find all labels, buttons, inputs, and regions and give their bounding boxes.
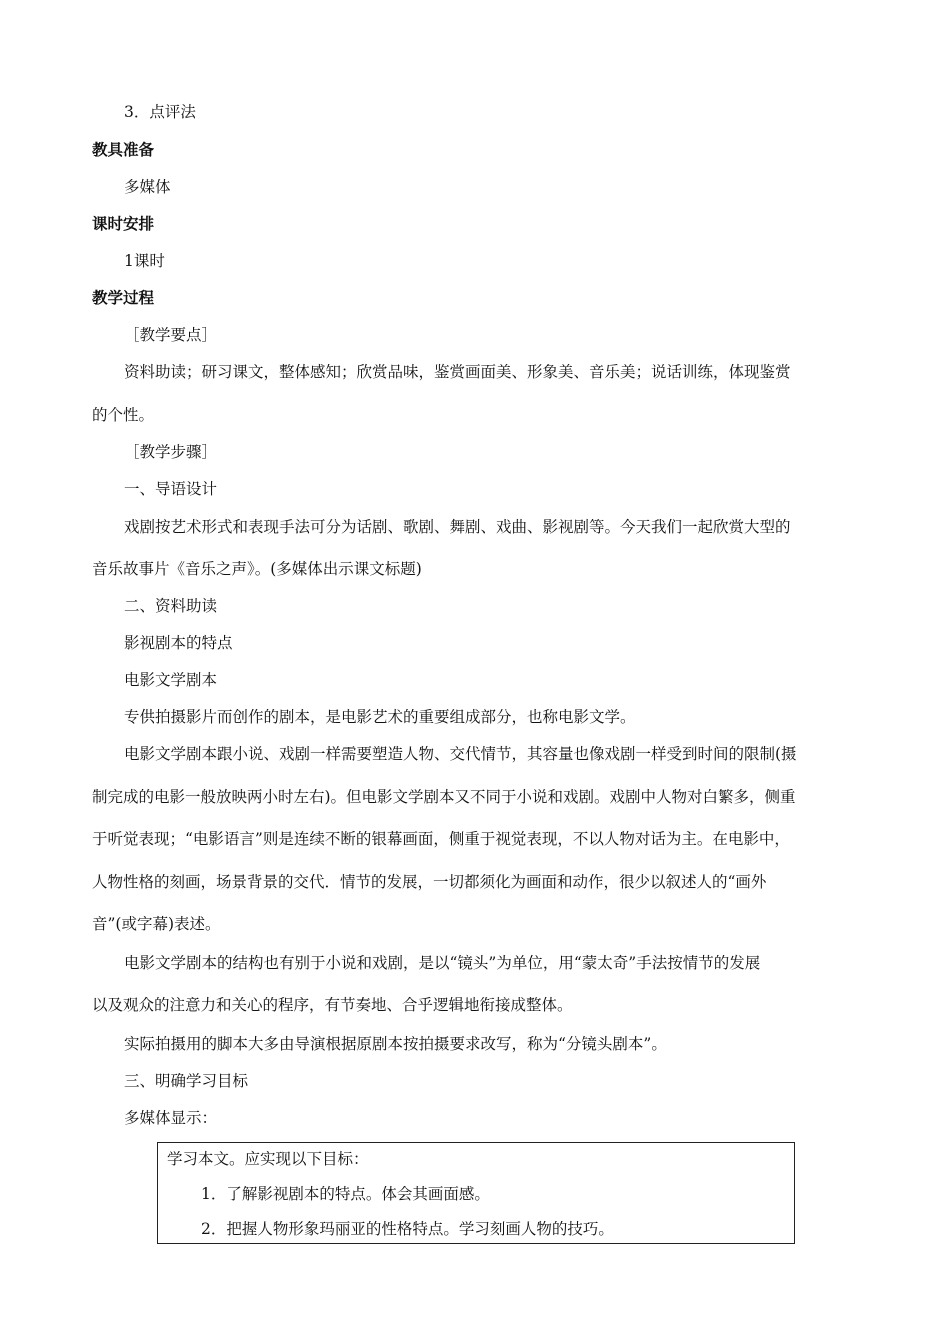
step-2-paragraph-2-line2: 制完成的电影一般放映两小时左右)。但电影文学剧本又不同于小说和戏剧。戏剧中人物对白繁多，侧重 <box>92 788 796 806</box>
step-2-paragraph-2-line3: 于听觉表现；“电影语言”则是连续不断的银幕画面，侧重于视觉表现，不以人物对话为主。在电影中， <box>92 830 790 848</box>
step-1-heading: 一、导语设计 <box>124 480 218 498</box>
step-2-subtitle-2: 电影文学剧本 <box>124 671 218 689</box>
heading-teaching-tools: 教具准备 <box>92 141 155 159</box>
key-points-paragraph-line2: 的个性。 <box>92 406 155 424</box>
steps-label: ［教学步骤］ <box>124 443 218 461</box>
learning-goals-box <box>157 1142 795 1244</box>
step-2-paragraph-4: 实际拍摄用的脚本大多由导演根据原剧本按拍摄要求改写，称为“分镜头剧本”。 <box>124 1035 667 1053</box>
key-points-paragraph-line1: 资料助读；研习课文，整体感知；欣赏品味，鉴赏画面美、形象美、音乐美；说话训练，体现鉴赏 <box>124 363 791 381</box>
step-2-paragraph-3-line1: 电影文学剧本的结构也有别于小说和戏剧，是以“镜头”为单位，用“蒙太奇”手法按情节的发展 <box>124 954 761 972</box>
teaching-tools: 多媒体 <box>124 178 171 196</box>
heading-teaching-process: 教学过程 <box>92 289 155 307</box>
step-2-heading: 二、资料助读 <box>124 597 218 615</box>
method-3: 3．点评法 <box>124 103 196 121</box>
step-2-subtitle-1: 影视剧本的特点 <box>124 634 233 652</box>
heading-class-hours: 课时安排 <box>92 215 155 233</box>
step-2-paragraph-2-line4: 人物性格的刻画，场景背景的交代．情节的发展，一切都须化为画面和动作，很少以叙述人的“画外 <box>92 873 767 891</box>
step-3-heading: 三、明确学习目标 <box>124 1072 249 1090</box>
step-1-paragraph-line1: 戏剧按艺术形式和表现手法可分为话剧、歌剧、舞剧、戏曲、影视剧等。今天我们一起欣赏大型的 <box>124 518 791 536</box>
step-2-paragraph-3-line2: 以及观众的注意力和关心的程序，有节奏地、合乎逻辑地衔接成整体。 <box>92 996 573 1014</box>
key-points-label: ［教学要点］ <box>124 326 218 344</box>
step-2-paragraph-1: 专供拍摄影片而创作的剧本，是电影艺术的重要组成部分，也称电影文学。 <box>124 708 636 726</box>
class-hours: 1课时 <box>124 252 165 270</box>
step-2-paragraph-2-line5: 音”(或字幕)表述。 <box>92 915 221 933</box>
step-1-paragraph-line2: 音乐故事片《音乐之声》。(多媒体出示课文标题) <box>92 560 422 578</box>
step-3-media-label: 多媒体显示： <box>124 1109 218 1127</box>
step-2-paragraph-2-line1: 电影文学剧本跟小说、戏剧一样需要塑造人物、交代情节，其容量也像戏剧一样受到时间的限制(摄 <box>124 745 797 763</box>
learning-goal-1: 1．了解影视剧本的特点。体会其画面感。 <box>201 1185 490 1203</box>
learning-goals-title: 学习本文。应实现以下目标： <box>167 1150 369 1168</box>
learning-goal-2: 2．把握人物形象玛丽亚的性格特点。学习刻画人物的技巧。 <box>201 1220 614 1238</box>
